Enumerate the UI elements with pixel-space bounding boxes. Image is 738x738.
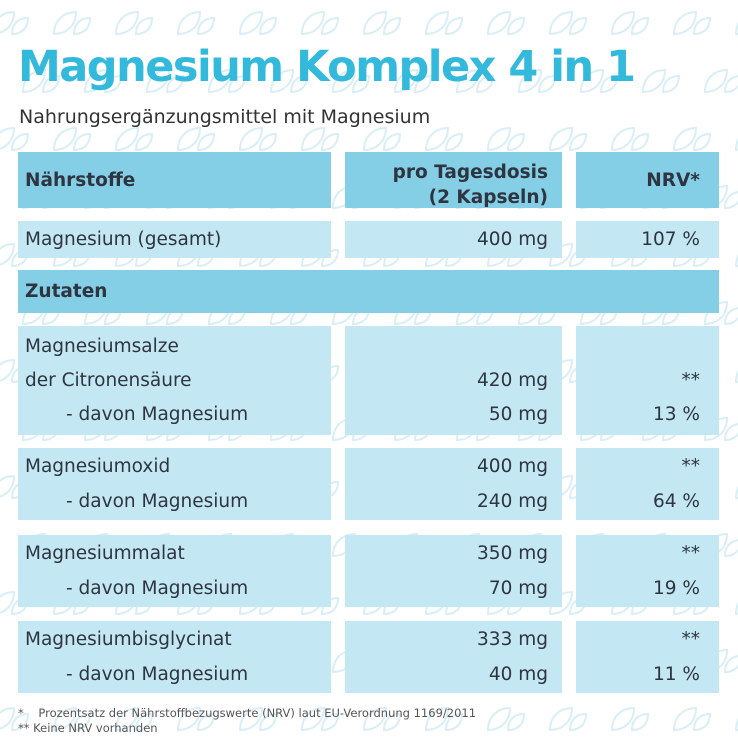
footnotes [18, 706, 476, 736]
ingredient-nrv: ** [681, 370, 700, 391]
section-label: Zutaten [25, 281, 108, 302]
ingredient-dose: 420 mg [477, 370, 548, 391]
ingredient-nrv: ** [681, 456, 700, 477]
page-title: Magnesium Komplex 4 in 1 [18, 42, 635, 92]
ingredient-dose-cell [345, 621, 562, 693]
sub-dose: 50 mg [488, 404, 548, 425]
ingredient-name: Magnesiumbisglycinat [25, 629, 232, 650]
total-name-cell [18, 221, 331, 258]
sub-dose: 240 mg [477, 491, 548, 512]
header-nrv-cell [576, 152, 719, 208]
ingredient-nrv: ** [681, 629, 700, 650]
ingredient-name-cell [18, 621, 331, 693]
footnote-no-nrv: ** Keine NRV vorhanden [18, 721, 158, 735]
sub-nrv: 11 % [653, 664, 700, 685]
ingredient-dose: 350 mg [477, 543, 548, 564]
ingredients-section-header [18, 270, 719, 313]
ingredient-name-cell [18, 535, 331, 607]
total-name: Magnesium (gesamt) [25, 229, 222, 250]
ingredient-dose: 400 mg [477, 456, 548, 477]
footnote-nrv: * Prozentsatz der Nährstoffbezugswerte (NRV) laut EU-Verordnung 1169/2011 [18, 706, 477, 720]
header-nutrients-label: Nährstoffe [25, 170, 136, 191]
header-dose-label: pro Tagesdosis (2 Kapseln) [392, 162, 548, 208]
ingredient-name-cont: der Citronensäure [25, 370, 192, 391]
sub-label: - davon Magnesium [66, 404, 249, 425]
total-dose: 400 mg [477, 229, 548, 250]
sub-nrv: 19 % [653, 578, 700, 599]
ingredient-name: Magnesiumsalze [25, 336, 179, 357]
ingredient-dose-cell [345, 448, 562, 520]
ingredient-nrv-cell [576, 621, 719, 693]
sub-label: - davon Magnesium [66, 491, 249, 512]
header-nutrients-cell [18, 152, 331, 208]
ingredient-name-cell [18, 326, 331, 435]
ingredient-dose-cell [345, 326, 562, 435]
ingredient-nrv-cell [576, 326, 719, 435]
sub-dose: 70 mg [488, 578, 548, 599]
total-dose-cell [345, 221, 562, 258]
header-dose-cell [345, 152, 562, 208]
total-nrv-cell [576, 221, 719, 258]
ingredient-nrv-cell [576, 535, 719, 607]
ingredient-dose-cell [345, 535, 562, 607]
sub-label: - davon Magnesium [66, 664, 249, 685]
total-nrv: 107 % [641, 229, 700, 250]
ingredient-dose: 333 mg [477, 629, 548, 650]
ingredient-name: Magnesiummalat [25, 543, 185, 564]
sub-nrv: 13 % [653, 404, 700, 425]
page-subtitle: Nahrungsergänzungsmittel mit Magnesium [19, 106, 431, 128]
ingredient-nrv-cell [576, 448, 719, 520]
sub-dose: 40 mg [488, 664, 548, 685]
ingredient-name: Magnesiumoxid [25, 456, 171, 477]
header-nrv-label: NRV* [646, 170, 700, 191]
sub-nrv: 64 % [653, 491, 700, 512]
ingredient-nrv: ** [681, 543, 700, 564]
sub-label: - davon Magnesium [66, 578, 249, 599]
ingredient-name-cell [18, 448, 331, 520]
